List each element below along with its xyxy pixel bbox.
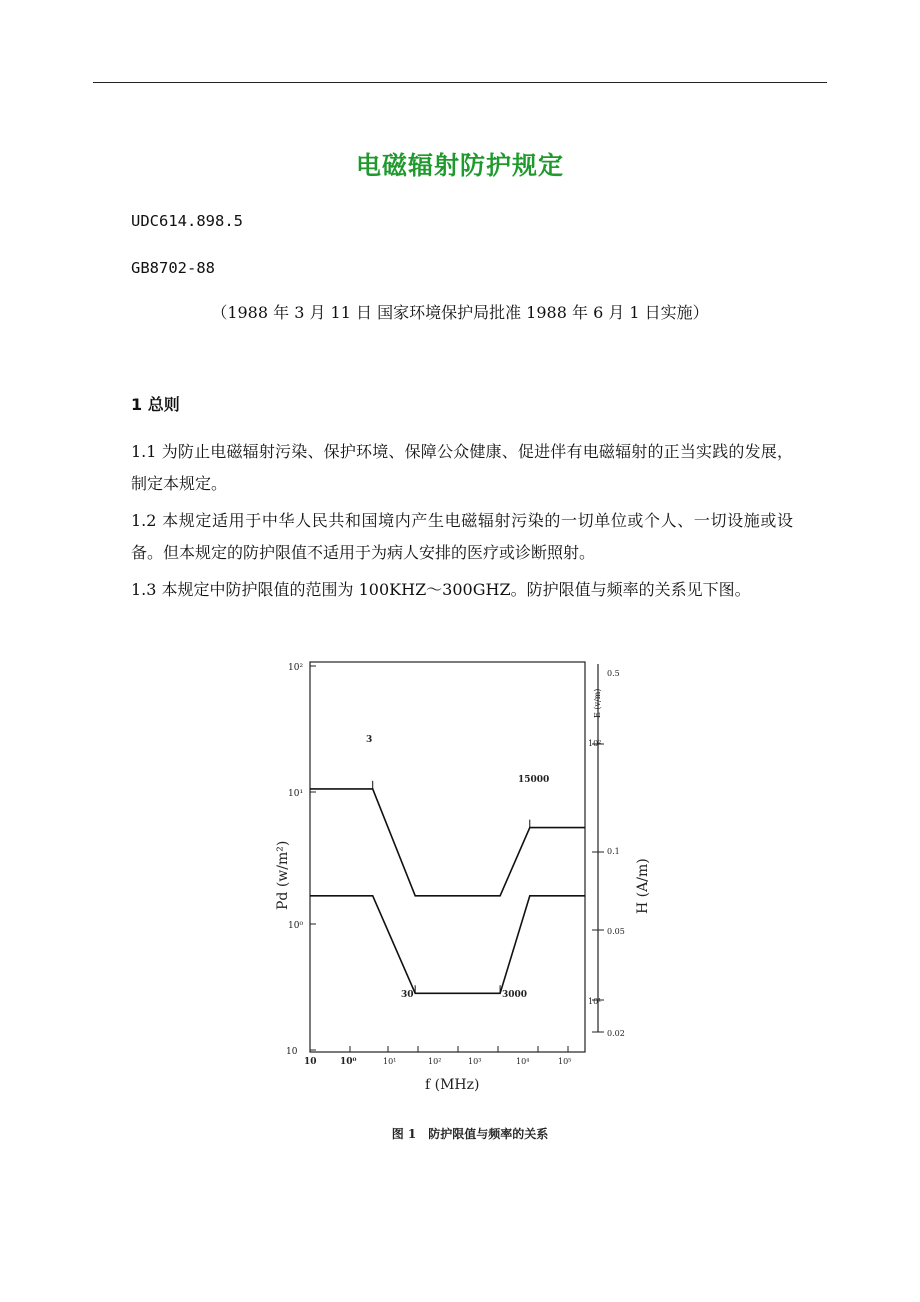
left-tick-label: 10 (286, 1047, 298, 1057)
left-tick-label: 10¹ (288, 789, 304, 799)
paragraph-1-3: 1.3 本规定中防护限值的范围为 100KHZ～300GHZ。防护限值与频率的关系见下图。 (131, 580, 751, 599)
right-axis-label-e: E (v/m) (593, 688, 602, 718)
standard-number: GB8702-88 (131, 259, 215, 277)
figure-1-chart (270, 652, 670, 1152)
right-axis-label-h: H (A/m) (635, 858, 651, 914)
right-tick-label: 10¹ (588, 997, 602, 1006)
left-axis-label: Pd (w/m²) (275, 840, 291, 910)
left-tick-label: 10⁰ (288, 921, 304, 931)
annotation-label: 3 (366, 735, 373, 745)
bottom-tick-label: 10² (428, 1057, 442, 1066)
udc-code: UDC614.898.5 (131, 212, 243, 230)
lower-limit-line (310, 896, 585, 994)
annotation-markers (373, 781, 530, 993)
figure-caption: 图 1 防护限值与频率的关系 (391, 1127, 549, 1141)
right-tick-label: 0.5 (607, 669, 620, 678)
paragraph-1-2: 1.2 本规定适用于中华人民共和国境内产生电磁辐射污染的一切单位或个人、一切设施或设备。但本规定的防护限值不适用于为病人安排的医疗或诊断照射。 (131, 511, 793, 562)
annotation-label: 3000 (502, 990, 528, 1000)
section-heading: 1 总则 (131, 395, 180, 414)
bottom-axis-ticks (350, 1046, 568, 1052)
right-tick-label: 0.02 (607, 1029, 625, 1038)
bottom-tick-label: 10³ (468, 1057, 482, 1066)
paragraph-1-1: 1.1 为防止电磁辐射污染、保护环境、保障公众健康、促进伴有电磁辐射的正当实践的发展，制定本规定。 (131, 442, 793, 493)
right-tick-label: 0.1 (607, 847, 620, 856)
document-title: 电磁辐射防护规定 (355, 151, 564, 180)
bottom-tick-label: 10⁰ (340, 1057, 357, 1067)
annotation-label: 15000 (518, 775, 550, 785)
annotation-label: 30 (401, 990, 414, 1000)
left-axis-ticks (310, 666, 316, 1050)
right-tick-label: 10² (588, 739, 602, 748)
bottom-tick-label: 10¹ (383, 1057, 397, 1066)
header-rule (93, 82, 827, 83)
bottom-tick-label: 10⁴ (516, 1057, 530, 1066)
x-axis-label: f (MHz) (425, 1077, 480, 1093)
bottom-tick-label: 10 (304, 1057, 317, 1067)
bottom-tick-label: 10⁵ (558, 1057, 572, 1066)
right-tick-label: 0.05 (607, 927, 625, 936)
upper-limit-line (310, 789, 585, 896)
approval-note: （1988 年 3 月 11 日 国家环境保护局批准 1988 年 6 月 1 日实施） (211, 303, 709, 322)
left-tick-label: 10² (288, 663, 304, 673)
